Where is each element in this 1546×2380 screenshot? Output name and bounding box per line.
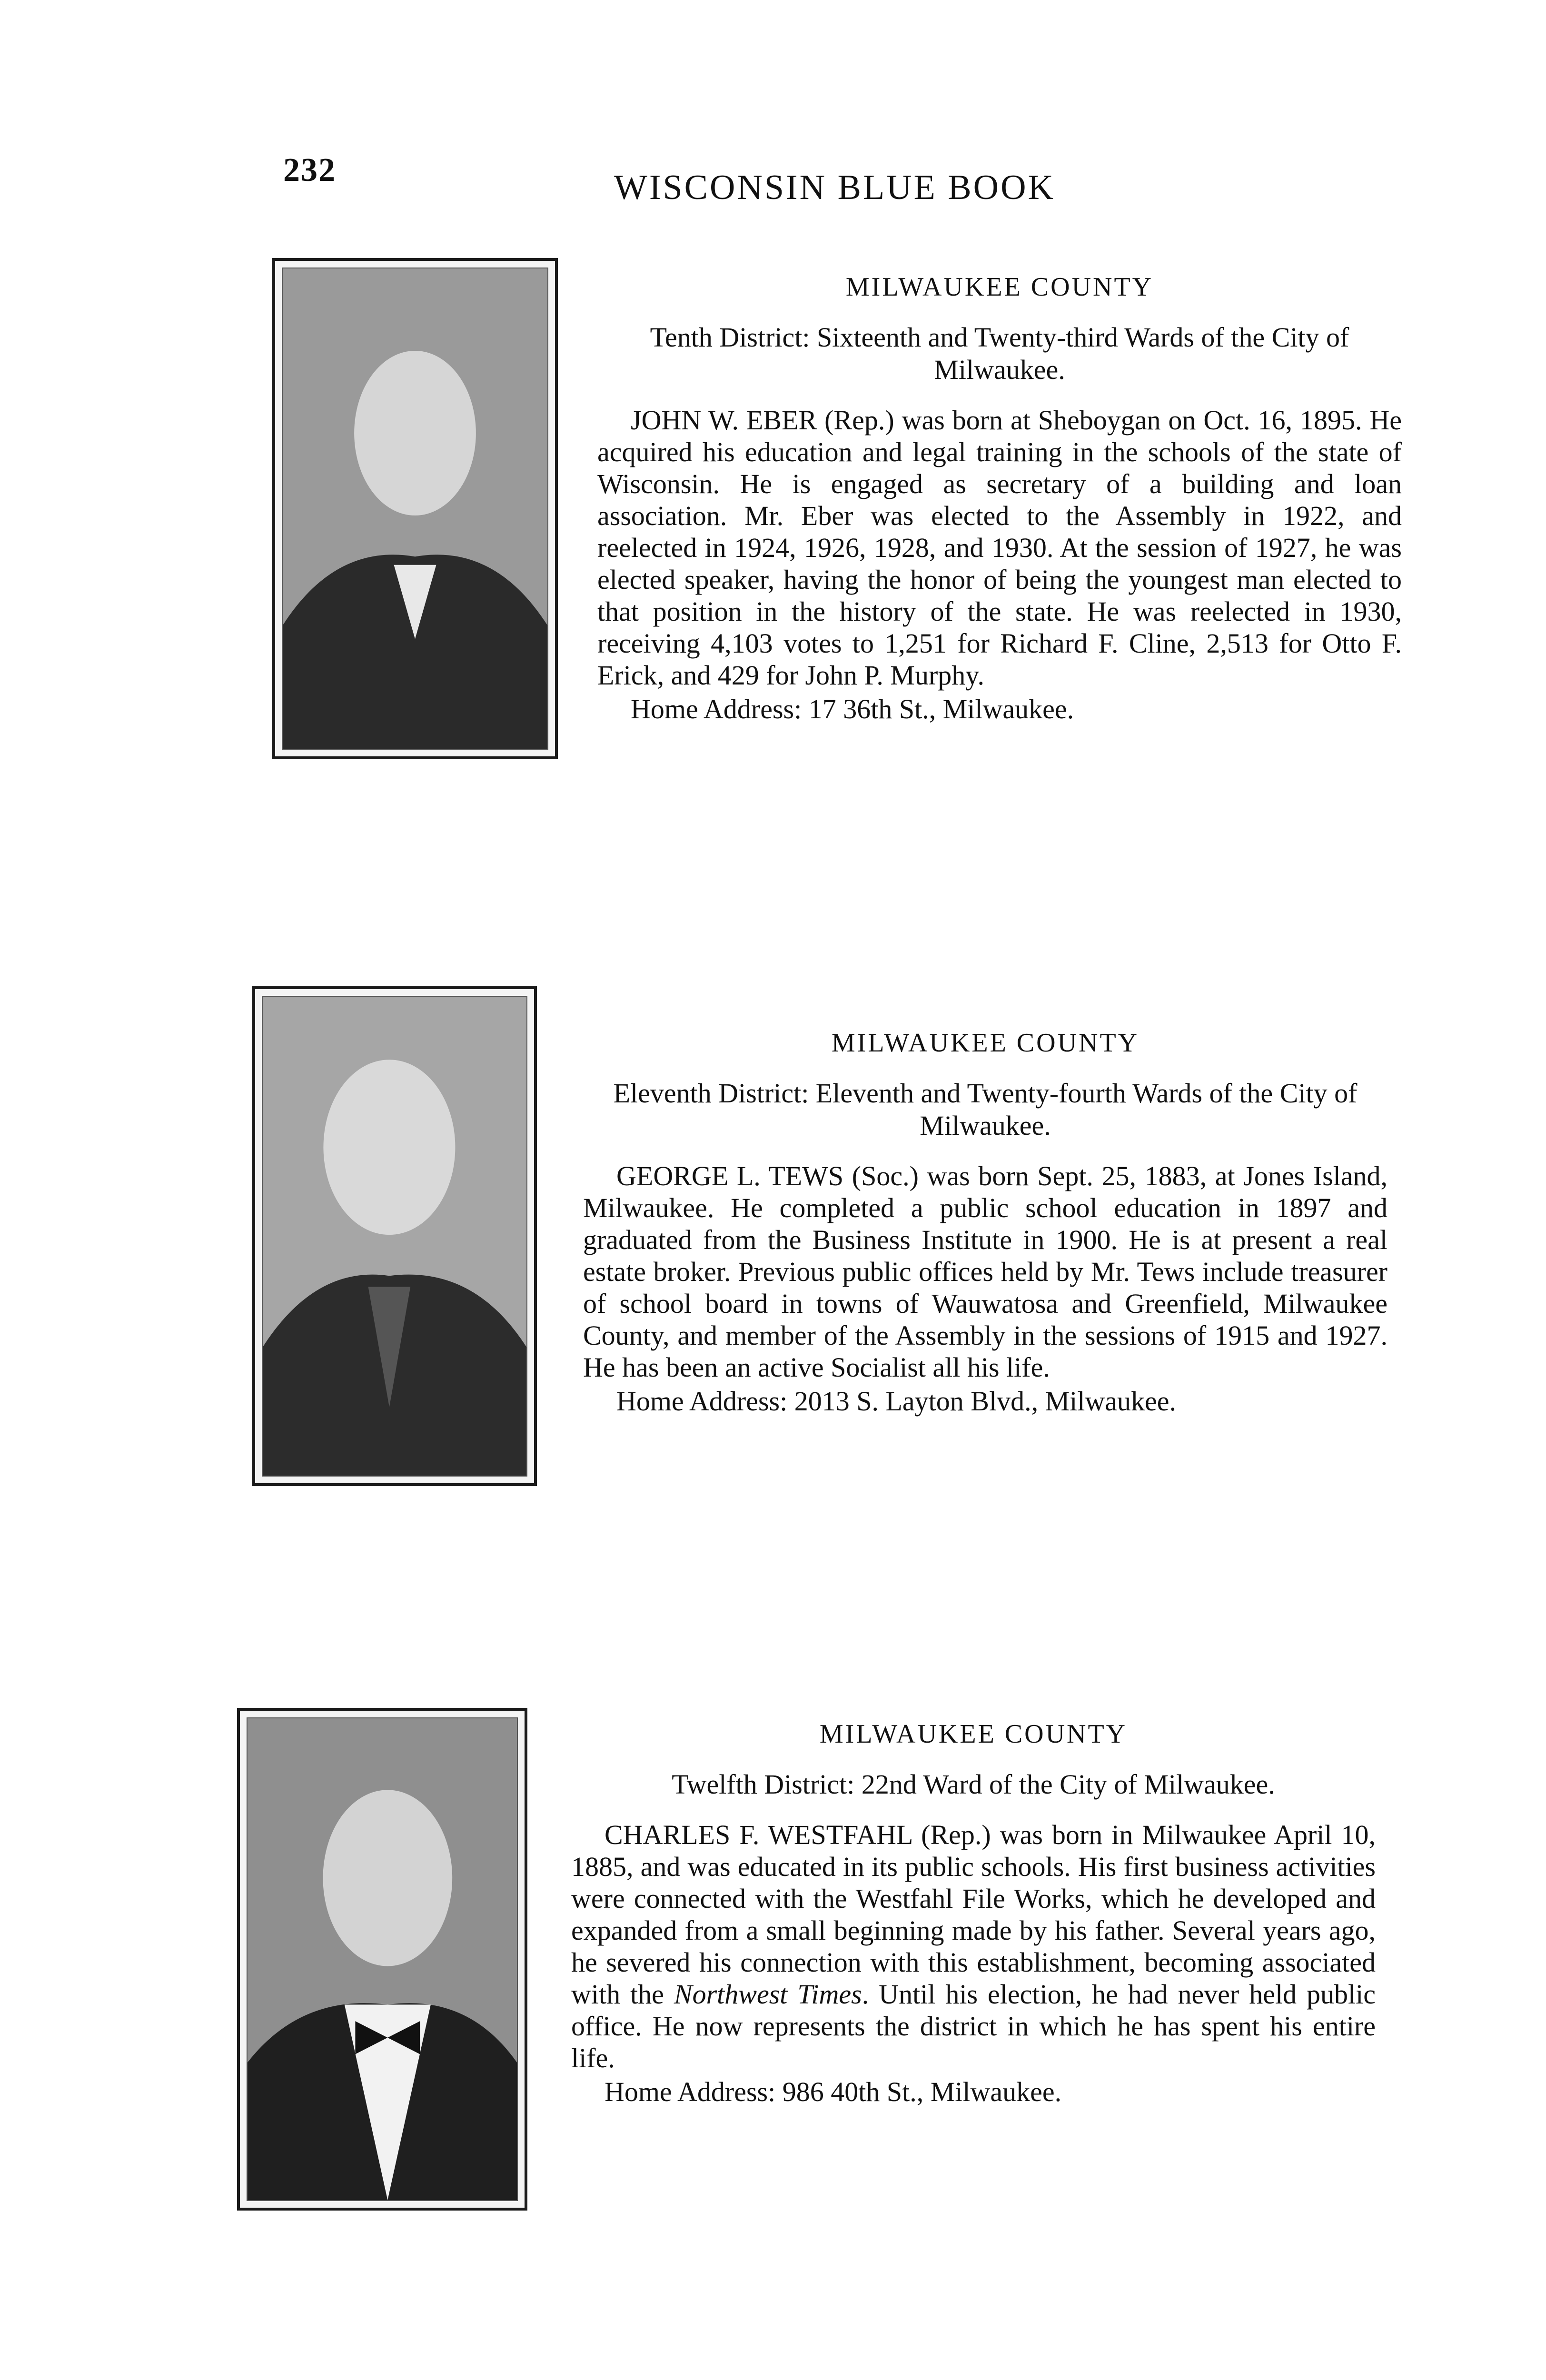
district-line: Twelfth District: 22nd Ward of the City of Milwaukee.: [672, 1769, 1275, 1800]
biography-entry: [597, 271, 1402, 725]
home-address: Home Address: 17 36th St., Milwaukee.: [631, 694, 1074, 724]
page-number: 232: [283, 152, 336, 188]
home-address: Home Address: 986 40th St., Milwaukee.: [605, 2076, 1062, 2107]
running-head: WISCONSIN BLUE BOOK: [614, 168, 1055, 207]
home-address: Home Address: 2013 S. Layton Blvd., Milwaukee.: [616, 1386, 1177, 1417]
biography-text-part: . Until his election, he had never held public office. He now represents the district in which he has spent his entire life.: [571, 1979, 1376, 2073]
county-heading: MILWAUKEE COUNTY: [831, 1028, 1140, 1058]
biography-text: JOHN W. EBER (Rep.) was born at Sheboygan on Oct. 16, 1895. He acquired his education and legal training in the schools of the state of Wisconsin. He is engaged as secretary of a building and loan association. Mr. Eber was elected to the Assembly in 1922, and reelected in 1924, 1926, 1928, and 1930. At the session of 1927, he was elected speaker, having the honor of being the youngest man elected to that position in the history of the state. He was reelected in 1930, receiving 4,103 votes to 1,251 for Richard F. Cline, 2,513 for Otto F. Erick, and 429 for John P. Murphy.: [597, 405, 1402, 691]
district-line: Eleventh District: Eleventh and Twenty-fourth Wards of the City of Milwaukee.: [613, 1078, 1358, 1141]
biography-text: [571, 1819, 1376, 2074]
portrait-photo: [237, 1708, 527, 2211]
biography-text: GEORGE L. TEWS (Soc.) was born Sept. 25, 1883, at Jones Island, Milwaukee. He completed a public school education in 1897 and graduated from the Business Institute in 1900. He is at present a real estate broker. Previous public offices held by Mr. Tews include treasurer of school board in towns of Wauwatosa and Greenfield, Milwaukee County, and member of the Assembly in the sessions of 1915 and 1927. He has been an active Socialist all his life.: [583, 1160, 1387, 1383]
county-heading: MILWAUKEE COUNTY: [819, 1719, 1128, 1749]
portrait-photo: [252, 986, 537, 1486]
newspaper-title: Northwest Times: [674, 1979, 862, 2010]
biography-entry: [583, 1027, 1387, 1417]
county-heading: MILWAUKEE COUNTY: [845, 272, 1154, 302]
portrait-photo: [272, 258, 558, 759]
biography-text-part: CHARLES F. WESTFAHL (Rep.) was born in Milwaukee April 10, 1885, and was educated in its public schools. His first business activities were connected with the Westfahl File Works, which he developed and expanded from a small beginning made by his father. Several years ago, he severed his connection with this establishment, becoming associated with the: [571, 1819, 1376, 2010]
biography-entry: [571, 1718, 1376, 2108]
district-line: Tenth District: Sixteenth and Twenty-third Wards of the City of Milwaukee.: [650, 322, 1349, 385]
